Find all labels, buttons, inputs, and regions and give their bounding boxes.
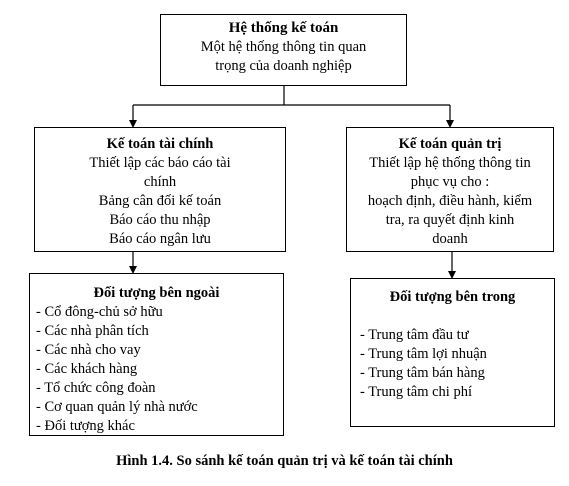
external-users-list	[30, 303, 283, 436]
management-accounting-line: Thiết lập hệ thống thông tin	[369, 155, 531, 171]
internal-user-item: - Trung tâm chi phí	[360, 384, 472, 400]
external-user-item: - Các khách hàng	[36, 361, 138, 377]
accounting-system-desc-line: trọng của doanh nghiệp	[215, 58, 352, 74]
external-user-item: - Đối tượng khác	[36, 418, 135, 434]
management-accounting-box	[346, 127, 554, 252]
management-accounting-line: doanh	[432, 231, 468, 247]
financial-accounting-line: chính	[143, 174, 177, 190]
financial-accounting-box	[34, 127, 286, 252]
accounting-system-desc-line: Một hệ thống thông tin quan	[200, 39, 367, 55]
internal-user-item: - Trung tâm lợi nhuận	[360, 346, 487, 362]
external-user-item: - Các nhà cho vay	[36, 342, 141, 358]
internal-users-title: Đối tượng bên trong	[389, 289, 516, 305]
accounting-system-title: Hệ thống kế toán	[228, 20, 339, 36]
financial-accounting-line: Thiết lập các báo cáo tài	[89, 155, 231, 171]
management-accounting-line: phục vụ cho :	[410, 174, 490, 190]
figure-caption: Hình 1.4. So sánh kế toán quản trị và kế toán tài chính	[116, 453, 453, 469]
external-users-box	[29, 273, 284, 436]
accounting-system-box	[160, 14, 407, 86]
external-user-item: - Cổ đông-chủ sở hữu	[36, 304, 163, 320]
internal-users-box	[350, 278, 555, 427]
management-accounting-line: hoạch định, điều hành, kiểm	[367, 193, 533, 209]
management-accounting-title: Kế toán quản trị	[398, 136, 502, 152]
internal-users-list	[351, 326, 554, 402]
management-accounting-line: tra, ra quyết định kinh	[385, 212, 515, 228]
external-user-item: - Tổ chức công đoàn	[36, 380, 156, 396]
external-user-item: - Các nhà phân tích	[36, 323, 149, 339]
financial-accounting-line: Bảng cân đối kế toán	[98, 193, 222, 209]
financial-accounting-line: Báo cáo thu nhập	[109, 212, 211, 228]
external-users-title: Đối tượng bên ngoài	[93, 285, 220, 301]
financial-accounting-line: Báo cáo ngân lưu	[109, 231, 211, 247]
external-user-item: - Cơ quan quản lý nhà nước	[36, 399, 198, 415]
financial-accounting-title: Kế toán tài chính	[106, 136, 214, 152]
internal-user-item: - Trung tâm bán hàng	[360, 365, 485, 381]
internal-user-item: - Trung tâm đầu tư	[360, 327, 469, 343]
